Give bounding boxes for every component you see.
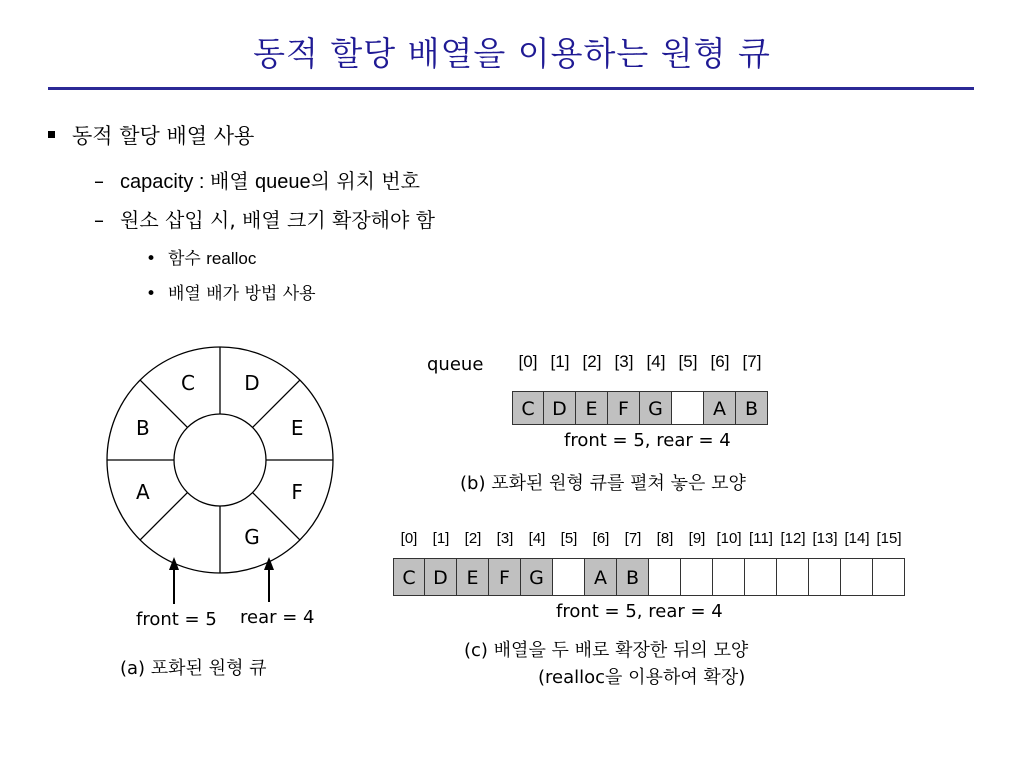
array-index-label: [9]	[688, 530, 706, 547]
bullet-text: 원소 삽입 시, 배열 크기 확장해야 함	[120, 208, 435, 232]
array-cell: A	[585, 558, 617, 596]
pointer-label-c: front = 5, rear = 4	[556, 601, 723, 622]
array-index-label: [0]	[518, 352, 538, 371]
bullet-text-realloc: realloc	[206, 249, 257, 268]
bullet-text-position: 의 위치 번호	[310, 169, 420, 193]
page-title: 동적 할당 배열을 이용하는 원형 큐	[253, 34, 771, 73]
array-index-label: [6]	[710, 352, 730, 371]
rear-label-a: rear = 4	[240, 607, 315, 628]
sector-label: G	[244, 525, 260, 550]
front-label-a: front = 5	[136, 609, 217, 630]
array-index-label: [4]	[528, 530, 546, 547]
array-index-label: [4]	[646, 352, 666, 371]
array-name-queue: queue	[427, 354, 484, 375]
sector-label: A	[136, 479, 150, 504]
sector-label: F	[291, 479, 303, 504]
array-cell	[713, 558, 745, 596]
bullet-text: 동적 할당 배열 사용	[72, 124, 255, 148]
array-cell: B	[736, 391, 768, 425]
array-cell: G	[640, 391, 672, 425]
array-index-label: [5]	[560, 530, 578, 547]
caption-c-line1: (c) 배열을 두 배로 확장한 뒤의 모양	[464, 640, 749, 661]
dash-bullet-icon: –	[94, 169, 104, 193]
array-cell	[745, 558, 777, 596]
array-index-label: [3]	[496, 530, 514, 547]
array-index-label: [5]	[678, 352, 698, 371]
array-index-label: [3]	[614, 352, 634, 371]
array-cell: D	[425, 558, 457, 596]
array-cell: C	[512, 391, 544, 425]
array-index-label: [6]	[592, 530, 610, 547]
caption-c-line2: (realloc을 이용하여 확장)	[538, 667, 746, 688]
array-index-label: [7]	[742, 352, 762, 371]
array-cell: A	[704, 391, 736, 425]
bullet-text-func: 함수	[168, 249, 207, 269]
array-index-label: [14]	[844, 530, 870, 547]
array-cell: E	[457, 558, 489, 596]
array-index-label: [1]	[550, 352, 570, 371]
inner-circle	[174, 414, 266, 506]
sector-label: B	[135, 416, 150, 441]
array-cell: F	[608, 391, 640, 425]
array-cell	[873, 558, 905, 596]
sector-label: C	[181, 370, 196, 395]
array-index-label: [7]	[624, 530, 642, 547]
array-index-label: [11]	[749, 530, 773, 547]
ring	[107, 347, 333, 573]
array-index-label: [8]	[656, 530, 674, 547]
array-index-label: [12]	[780, 530, 806, 547]
caption-b: (b) 포화된 원형 큐를 펼쳐 놓은 모양	[460, 473, 746, 494]
array-index-label: [15]	[876, 530, 902, 547]
array-cell: F	[489, 558, 521, 596]
array-index-label: [1]	[432, 530, 450, 547]
array-cell	[681, 558, 713, 596]
array-cell: C	[393, 558, 425, 596]
bullet-text-queue: queue	[255, 171, 311, 193]
array-cell	[777, 558, 809, 596]
dot-bullet-icon: •	[146, 249, 157, 269]
array-cell: B	[617, 558, 649, 596]
pointer-label-b: front = 5, rear = 4	[564, 430, 731, 451]
array-cell	[809, 558, 841, 596]
array-index-label: [2]	[582, 352, 602, 371]
sector-label: E	[290, 416, 304, 441]
array-cell	[553, 558, 585, 596]
array-cell	[672, 391, 704, 425]
array-cell: E	[576, 391, 608, 425]
bullet-text-capacity: capacity :	[120, 171, 211, 193]
sector-label: D	[244, 370, 260, 395]
bullet-text: 배열 배가 방법 사용	[168, 284, 316, 304]
dash-bullet-icon: –	[94, 208, 104, 232]
array-index-label: [10]	[716, 530, 742, 547]
array-index-label: [2]	[464, 530, 482, 547]
array-index-label: [0]	[400, 530, 418, 547]
caption-a: (a) 포화된 원형 큐	[120, 658, 267, 679]
array-cell: G	[521, 558, 553, 596]
array-cell	[841, 558, 873, 596]
dot-bullet-icon: •	[146, 284, 157, 304]
bullet-text-array: 배열	[210, 169, 256, 193]
array-index-label: [13]	[812, 530, 838, 547]
array-cell: D	[544, 391, 576, 425]
array-cell	[649, 558, 681, 596]
